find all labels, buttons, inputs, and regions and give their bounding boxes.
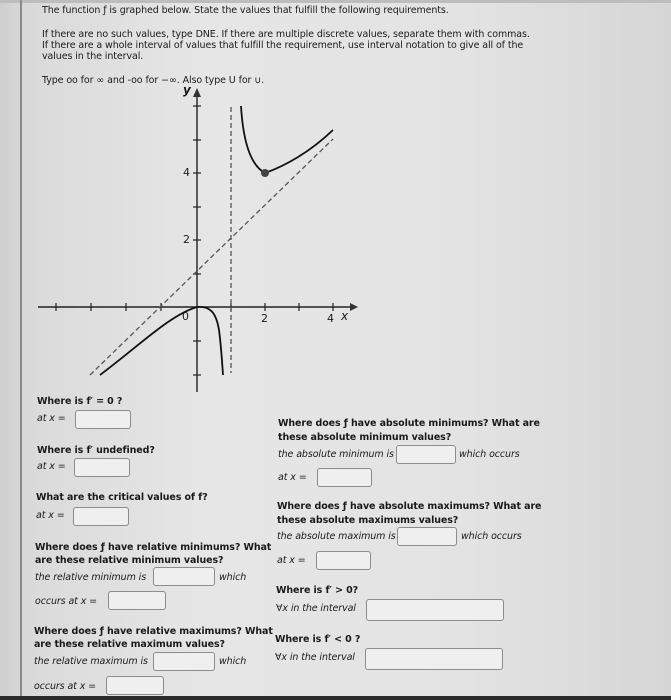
rel-max-suffix: which bbox=[219, 656, 247, 667]
abs-min-x-prefix: at x = bbox=[278, 472, 307, 483]
x-tick-label-4: 4 bbox=[327, 312, 334, 325]
abs-min-x-input[interactable] bbox=[317, 468, 372, 487]
critical-values-input[interactable] bbox=[73, 507, 129, 526]
fprime-positive-prefix: ∀x in the interval bbox=[276, 603, 356, 614]
slant-asymptote bbox=[90, 139, 333, 375]
y-axis-label: y bbox=[183, 83, 191, 97]
fprime-negative-interval-input[interactable] bbox=[365, 648, 503, 670]
question-rel-min-line2: are these relative minimum values? bbox=[35, 555, 224, 566]
y-tick-label-2: 2 bbox=[183, 233, 190, 246]
instruction-line-2: If there are no such values, type DNE. If there are multiple discrete values, separate them with commas. bbox=[42, 29, 530, 40]
question-fprime-positive: Where is f′ > 0? bbox=[276, 585, 359, 596]
abs-min-suffix: which occurs bbox=[459, 449, 520, 460]
y-axis-arrow-icon bbox=[193, 88, 201, 97]
instruction-line-4: values in the interval. bbox=[42, 51, 144, 62]
rel-min-suffix: which bbox=[219, 572, 247, 583]
fprime-zero-input[interactable] bbox=[75, 410, 131, 429]
instruction-line-5: Type oo for ∞ and -oo for −∞. Also type U for ∪. bbox=[42, 75, 265, 86]
abs-max-suffix: which occurs bbox=[461, 531, 522, 542]
rel-max-prefix: the relative maximum is bbox=[34, 656, 148, 667]
question-fprime-zero: Where is f′ = 0 ? bbox=[37, 396, 123, 407]
abs-max-x-prefix: at x = bbox=[277, 555, 306, 566]
rel-max-x-prefix: occurs at x = bbox=[34, 681, 97, 692]
question-rel-max-line2: are these relative maximum values? bbox=[34, 639, 225, 650]
fprime-zero-prefix: at x = bbox=[37, 413, 66, 424]
rel-min-prefix: the relative minimum is bbox=[35, 572, 147, 583]
fprime-positive-interval-input[interactable] bbox=[366, 599, 504, 621]
fprime-negative-prefix: ∀x in the interval bbox=[275, 652, 355, 663]
question-abs-min-line1: Where does ƒ have absolute minimums? What are bbox=[278, 418, 540, 429]
y-tick-label-4: 4 bbox=[183, 166, 190, 179]
instruction-line-3: If there are a whole interval of values that fulfill the requirement, use interval notation to give all of the bbox=[42, 40, 524, 51]
question-rel-min-line1: Where does ƒ have relative minimums? What bbox=[35, 542, 272, 553]
rel-max-x-input[interactable] bbox=[106, 676, 164, 695]
fprime-undefined-prefix: at x = bbox=[37, 461, 66, 472]
rel-min-value-input[interactable] bbox=[153, 567, 215, 586]
abs-max-value-input[interactable] bbox=[397, 527, 457, 546]
left-branch-curve bbox=[100, 307, 223, 375]
fprime-undefined-input[interactable] bbox=[74, 458, 130, 477]
x-axis-arrow-icon bbox=[350, 303, 358, 311]
x-tick-label-2: 2 bbox=[261, 312, 268, 325]
abs-max-x-input[interactable] bbox=[316, 551, 371, 570]
instruction-line-1: The function ƒ is graphed below. State the values that fulfill the following requirements. bbox=[42, 5, 449, 16]
abs-max-prefix: the absolute maximum is bbox=[277, 531, 396, 542]
right-branch-curve bbox=[241, 106, 333, 173]
rel-min-x-input[interactable] bbox=[108, 591, 166, 610]
abs-min-value-input[interactable] bbox=[396, 445, 456, 464]
question-critical-values: What are the critical values of f? bbox=[36, 492, 208, 503]
question-abs-max-line2: these absolute maximums values? bbox=[277, 515, 459, 526]
rel-min-x-prefix: occurs at x = bbox=[35, 596, 98, 607]
question-fprime-negative: Where is f′ < 0 ? bbox=[275, 634, 361, 645]
question-abs-min-line2: these absolute minimum values? bbox=[278, 432, 452, 443]
closed-point-marker bbox=[261, 169, 269, 177]
abs-min-prefix: the absolute minimum is bbox=[278, 449, 394, 460]
question-fprime-undefined: Where is f′ undefined? bbox=[37, 445, 155, 456]
question-rel-max-line1: Where does ƒ have relative maximums? What bbox=[34, 626, 273, 637]
x-axis-label: x bbox=[341, 309, 349, 323]
rel-max-value-input[interactable] bbox=[153, 652, 215, 671]
critical-values-prefix: at x = bbox=[36, 510, 65, 521]
x-tick-label-0: 0 bbox=[182, 310, 189, 323]
question-abs-max-line1: Where does ƒ have absolute maximums? What are bbox=[277, 501, 542, 512]
